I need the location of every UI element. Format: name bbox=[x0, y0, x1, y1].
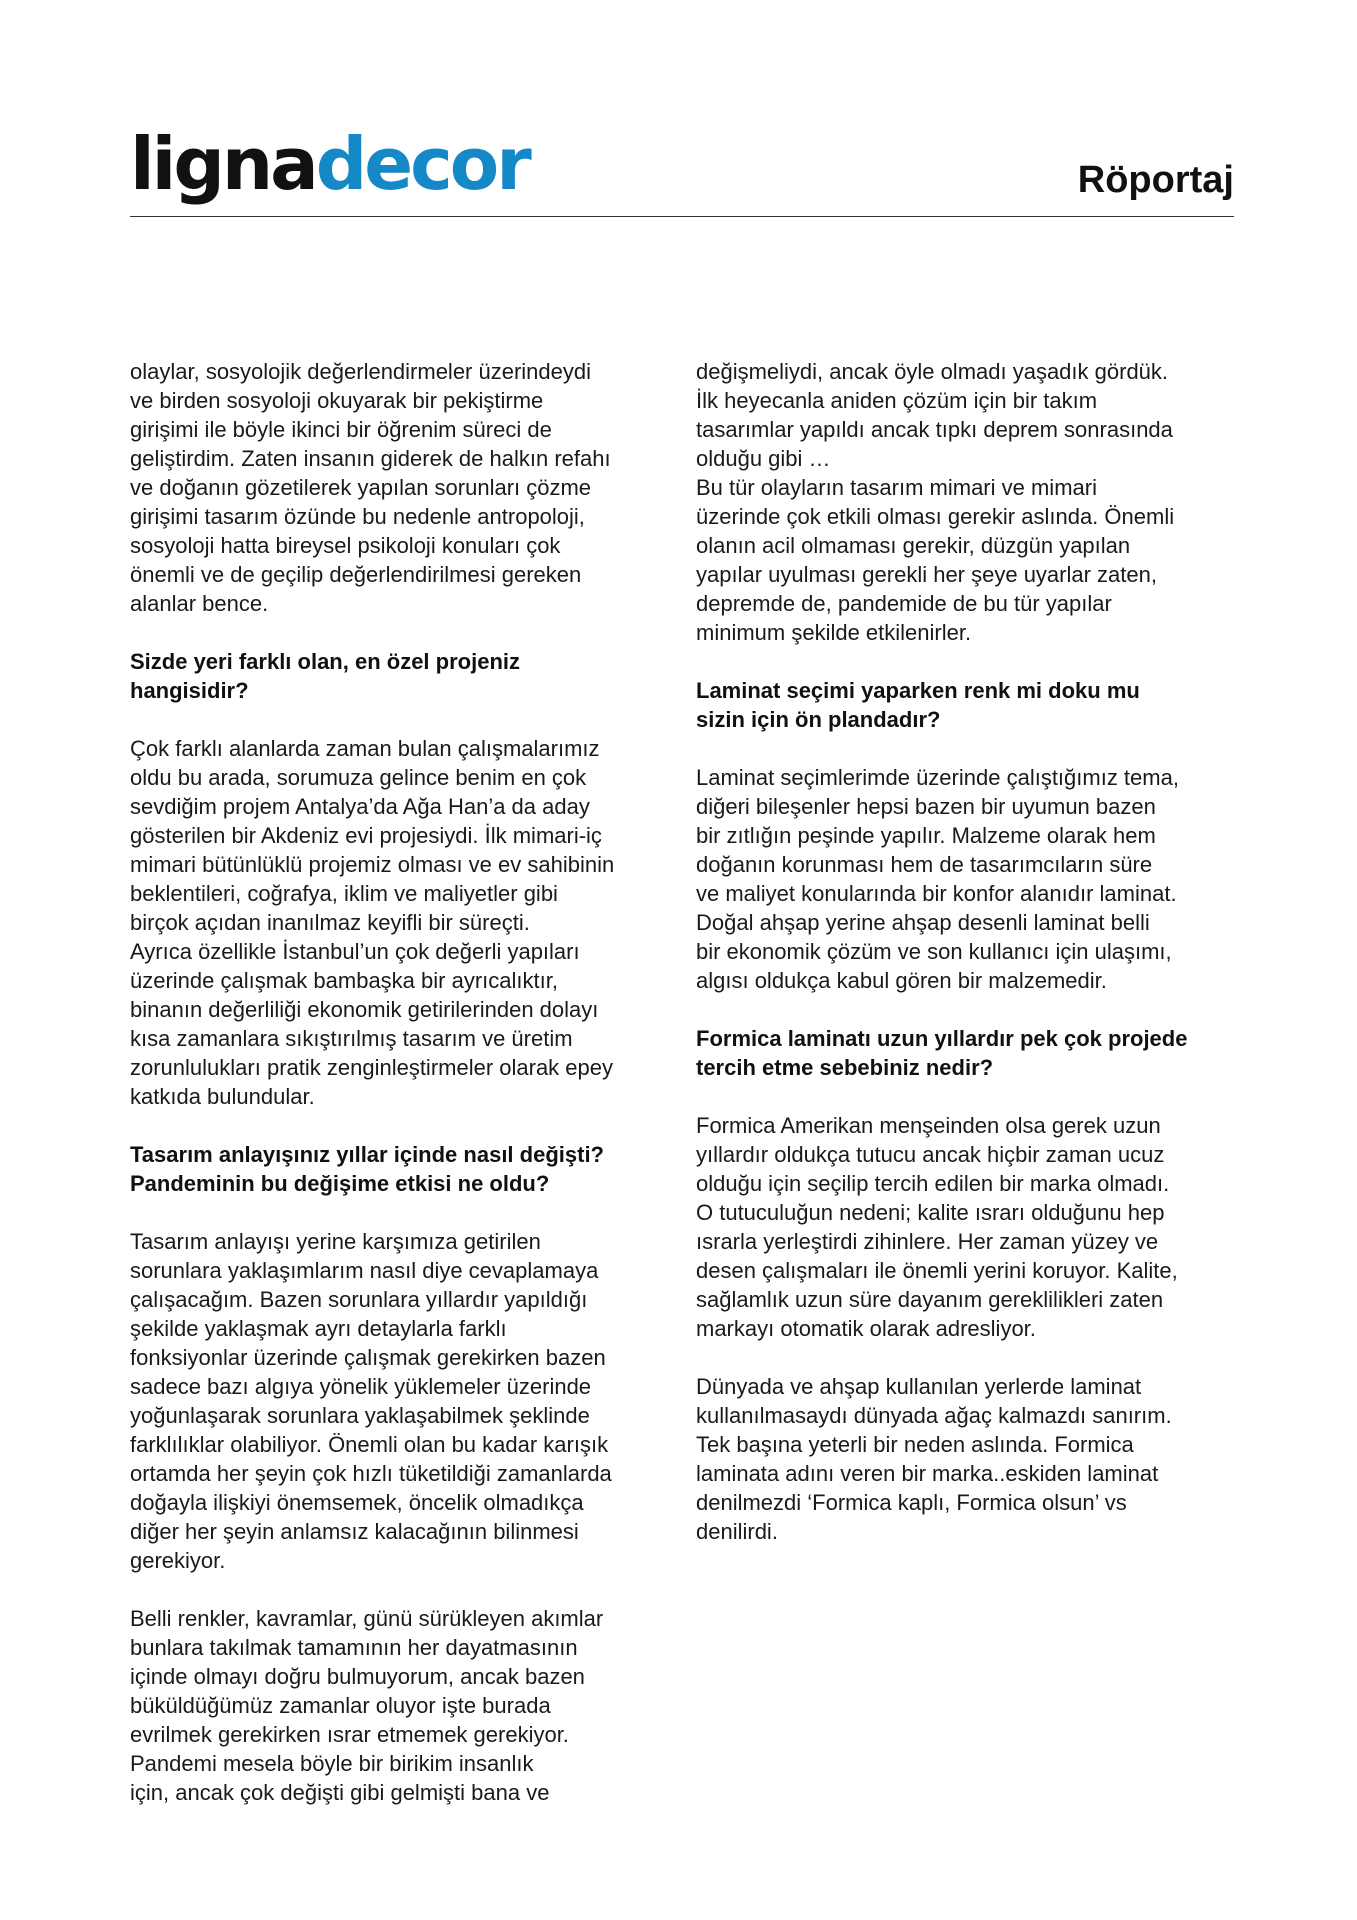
paragraph: değişmeliydi, ancak öyle olmadı yaşadık gördük. İlk heyecanla aniden çözüm için bir takım tasarımlar yapıldı ancak tıpkı deprem sonrasında olduğu gibi … bbox=[696, 359, 1173, 471]
left-column bbox=[130, 357, 670, 1836]
paragraph: Belli renkler, kavramlar, günü sürükleyen akımlar bunlara takılmak tamamının her dayatmasının içinde olmayı doğru bulmuyorum, ancak bazen büküldüğümüz zamanlar oluyor işte burada evrilmek gerekirken ısrar etmemek gerekiyor. Pandemi mesela böyle bir birikim insanlık için, ancak çok değişti gibi gelmişti bana ve bbox=[130, 1606, 604, 1805]
paragraph: Bu tür olayların tasarım mimari ve mimari üzerinde çok etkili olması gerekir aslında. Önemli olanın acil olmaması gerekir, düzgün yapılan yapılar uyulması gerekli her şeye uyarlar zaten, depremde de, pandemide de bu tür yapılar minimum şekilde etkilenirler. bbox=[696, 475, 1175, 645]
section-title: Röportaj bbox=[1077, 159, 1234, 201]
logo-text-ligna: ligna bbox=[130, 122, 316, 206]
lignadecor-logo bbox=[130, 122, 529, 206]
paragraph: Tasarım anlayışı yerine karşımıza getirilen sorunlara yaklaşımlarım nasıl diye cevaplamaya çalışacağım. Bazen sorunlara yıllardır yapıldığı şekilde yaklaşmak ayrı detaylarla farklı fonksiyonlar üzerinde çalışmak gerekirken bazen sadece bazı algıya yönelik yüklemeler üzerinde yoğunlaşarak sorunlara yaklaşabilmek şeklinde farklılıklar olabiliyor. Önemli olan bu kadar karışık ortamda her şeyin çok hızlı tüketildiği zamanlarda doğayla ilişkiyi önemsemek, öncelik olmadıkça diğer her şeyin anlamsız kalacağının bilinmesi gerekiyor. bbox=[130, 1229, 612, 1573]
logo-text-decor: decor bbox=[315, 122, 529, 206]
question-heading: Sizde yeri farklı olan, en özel projeniz hangisidir? bbox=[130, 649, 520, 703]
paragraph: Dünyada ve ahşap kullanılan yerlerde laminat kullanılmasaydı dünyada ağaç kalmazdı sanırım. Tek başına yeterli bir neden aslında. Formica laminata adını veren bir marka..eskiden laminat denilmezdi ‘Formica kaplı, Formica olsun’ vs denilirdi. bbox=[696, 1374, 1172, 1544]
paragraph: Laminat seçimlerimde üzerinde çalıştığımız tema, diğeri bileşenler hepsi bazen bir uyumun bazen bir zıtlığın peşinde yapılır. Malzeme olarak hem doğanın korunması hem de tasarımcıların süre ve maliyet konularında bir konfor alanıdır laminat. Doğal ahşap yerine ahşap desenli laminat belli bir ekonomik çözüm ve son kullanıcı için ulaşımı, algısı oldukça kabul gören bir malzemedir. bbox=[696, 765, 1179, 993]
right-column bbox=[696, 357, 1236, 1575]
question-heading: Formica laminatı uzun yıllardır pek çok projede tercih etme sebebiniz nedir? bbox=[696, 1026, 1188, 1080]
paragraph: Formica Amerikan menşeinden olsa gerek uzun yıllardır oldukça tutucu ancak hiçbir zaman ucuz olduğu için seçilip tercih edilen bir marka olmadı. O tutuculuğun nedeni; kalite ısrarı olduğunu hep ısrarla yerleştirdi zihinlere. Her zaman yüzey ve desen çalışmaları ile önemli yerini koruyor. Kalite, sağlamlık uzun süre dayanım gereklilikleri zaten markayı otomatik olarak adresliyor. bbox=[696, 1113, 1178, 1341]
paragraph: olaylar, sosyolojik değerlendirmeler üzerindeydi ve birden sosyoloji okuyarak bir pekiştirme girişimi ile böyle ikinci bir öğrenim süreci de geliştirdim. Zaten insanın giderek de halkın refahı ve doğanın gözetilerek yapılan sorunları çözme girişimi tasarım özünde bu nedenle antropoloji, sosyoloji hatta bireysel psikoloji konuları çok önemli ve de geçilip değerlendirilmesi gereken alanlar bence. bbox=[130, 359, 611, 616]
page-header bbox=[130, 122, 1234, 217]
paragraph: Çok farklı alanlarda zaman bulan çalışmalarımız oldu bu arada, sorumuza gelince benim en çok sevdiğim projem Antalya’da Ağa Han’a da aday gösterilen bir Akdeniz evi projesiydi. İlk mimari-iç mimari bütünlüklü projemiz olması ve ev sahibinin beklentileri, coğrafya, iklim ve maliyetler gibi birçok açıdan inanılmaz keyifli bir süreçti. Ayrıca özellikle İstanbul’un çok değerli yapıları üzerinde çalışmak bambaşka bir ayrıcalıktır, binanın değerliliği ekonomik getirilerinden dolayı kısa zamanlara sıkıştırılmış tasarım ve üretim zorunlulukları pratik zenginleştirmeler olarak epey katkıda bulundular. bbox=[130, 736, 615, 1109]
question-heading: Tasarım anlayışınız yıllar içinde nasıl değişti? Pandeminin bu değişime etkisi ne oldu? bbox=[130, 1142, 604, 1196]
question-heading: Laminat seçimi yaparken renk mi doku mu sizin için ön plandadır? bbox=[696, 678, 1140, 732]
